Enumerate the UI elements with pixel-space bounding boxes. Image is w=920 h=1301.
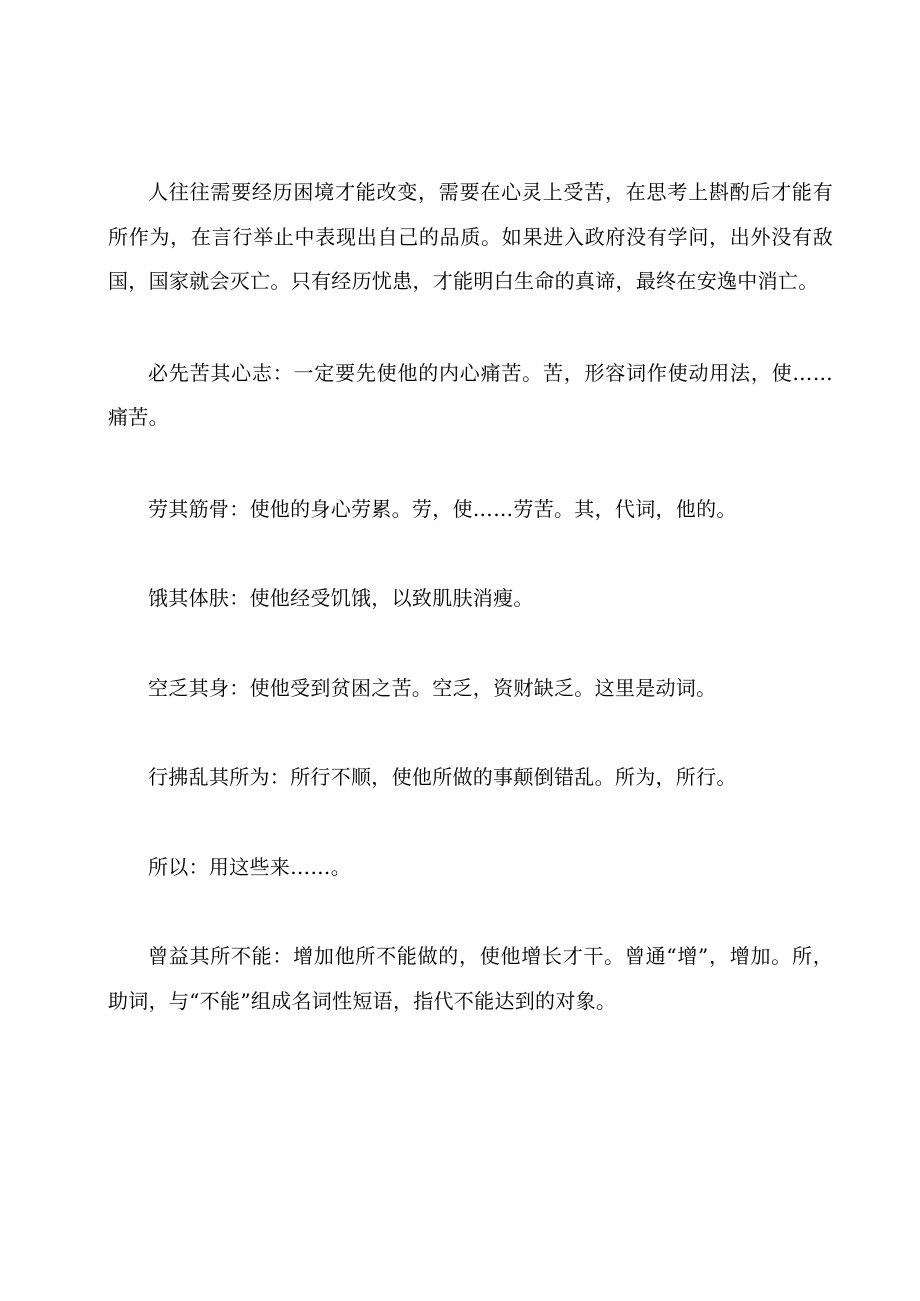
paragraph-note-7: 曾益其所不能：增加他所不能做的，使他增长才干。曾通“增”，增加。所，助词，与“不能”组成名词性短语，指代不能达到的对象。 (108, 944, 833, 1013)
paragraph-spacer (108, 621, 833, 666)
paragraph-spacer (108, 531, 833, 576)
paragraph-spacer (108, 710, 833, 755)
paragraph-spacer (108, 889, 833, 934)
paragraph-note-4: 空乏其身：使他受到贫困之苦。空乏，资财缺乏。这里是动词。 (148, 675, 717, 700)
paragraph-note-2: 劳其筋骨：使他的身心劳累。劳，使……劳苦。其，代词，他的。 (148, 496, 737, 521)
paragraph-note-6: 所以：用这些来……。 (148, 854, 351, 879)
paragraph-note-1: 必先苦其心志：一定要先使他的内心痛苦。苦，形容词作使动用法，使……痛苦。 (108, 360, 833, 429)
paragraph-note-5: 行拂乱其所为：所行不顺，使他所做的事颠倒错乱。所为，所行。 (148, 765, 737, 789)
paragraph-intro: 人往往需要经历困境才能改变，需要在心灵上受苦，在思考上斟酌后才能有所作为，在言行举止中表现出自己的品质。如果进入政府没有学问，出外没有敌国，国家就会灭亡。只有经历忧患，才能明白生命的真谛，最终在安逸中消亡。 (108, 180, 833, 293)
paragraph-spacer (108, 440, 833, 487)
document-body (108, 170, 833, 1023)
paragraph-spacer (108, 800, 833, 845)
paragraph-note-3: 饿其体肤：使他经受饥饿，以致肌肤消瘦。 (148, 586, 534, 610)
paragraph-spacer (108, 304, 833, 351)
